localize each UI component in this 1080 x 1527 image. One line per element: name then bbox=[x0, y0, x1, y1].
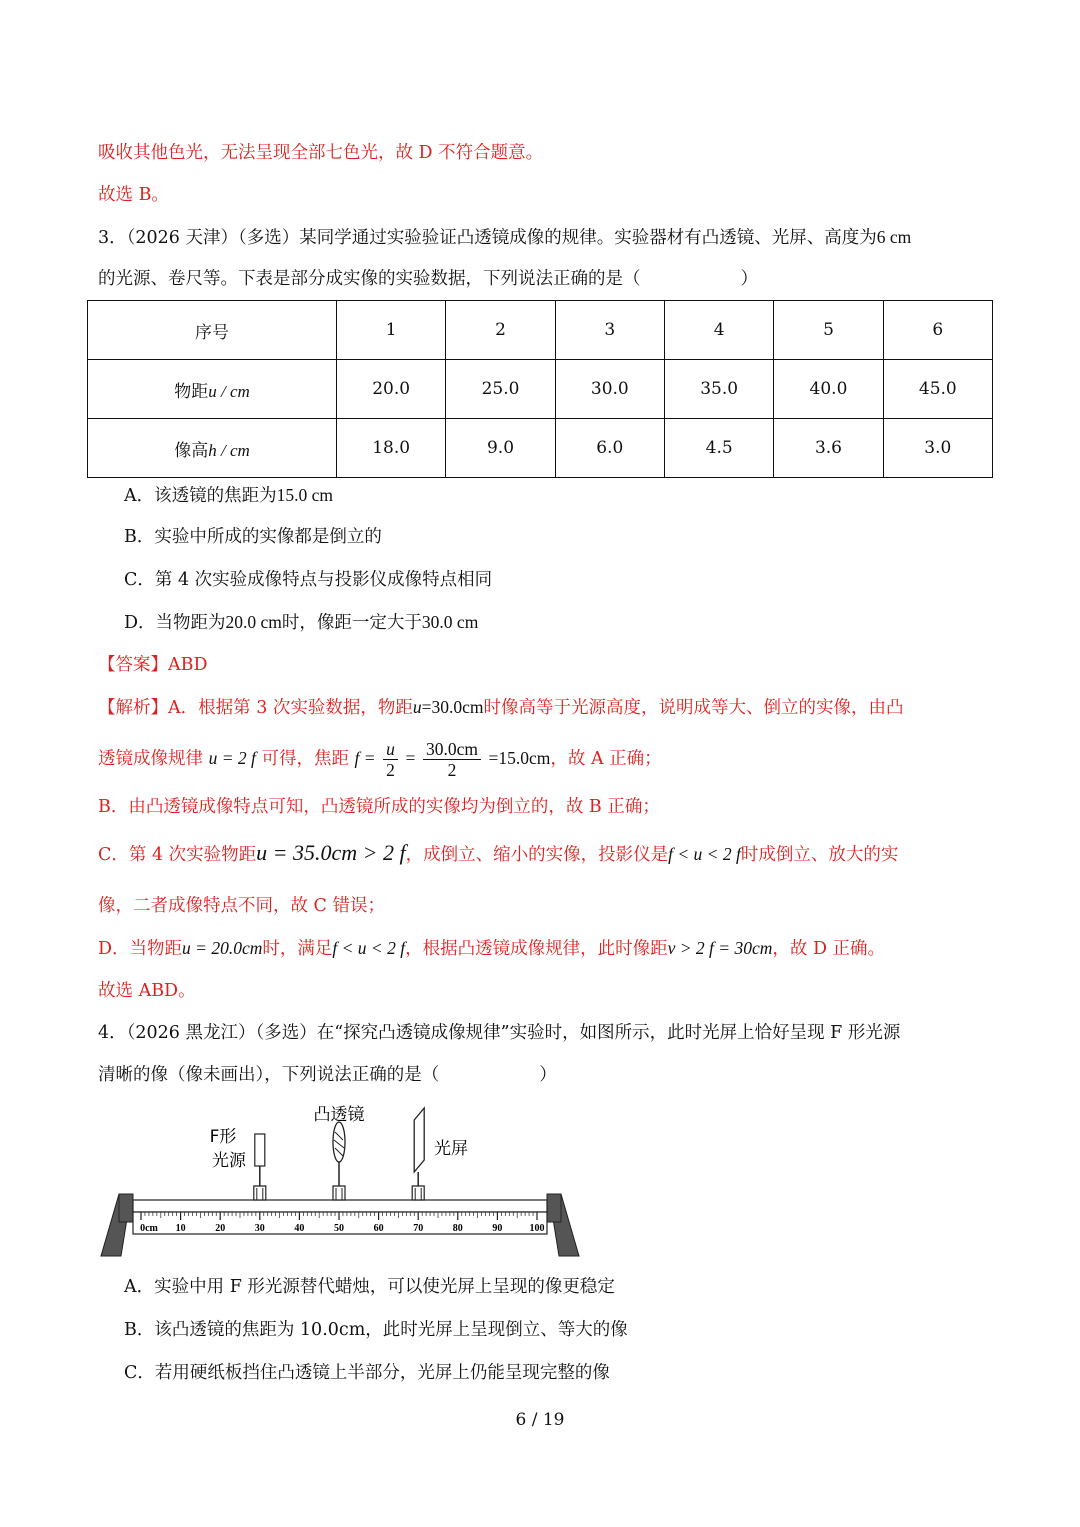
light-screen bbox=[412, 1108, 424, 1200]
q3-explanation-a-line2: 透镜成像规律 u = 2 f 可得，焦距 f = $\frac{u}{2}$ = $\frac{30.0cm}{2}$ =15.0cm，故 A 正确； bbox=[98, 739, 662, 780]
q3-option-c: C．第 4 次实验成像特点与投影仪成像特点相同 bbox=[124, 570, 493, 590]
q4-option-b: B．该凸透镜的焦距为 10.0cm，此时光屏上呈现倒立、等大的像 bbox=[124, 1320, 628, 1340]
optical-bench-figure bbox=[95, 1100, 585, 1265]
q3-explanation-c-line1: C．第 4 次实验物距u = 35.0cm > 2 f，成倒立、缩小的实像，投影仪是f < u < 2 f时成倒立、放大的实 bbox=[98, 840, 899, 865]
table-cell: 4.5 bbox=[664, 419, 773, 478]
fraction-u-over-2: $\frac{u}{2}$ bbox=[383, 739, 398, 780]
table-cell: 3.6 bbox=[774, 419, 883, 478]
table-cell: 25.0 bbox=[446, 360, 555, 419]
table-cell: 40.0 bbox=[774, 360, 883, 419]
q3-explanation-b: B．由凸透镜成像特点可知，凸透镜所成的实像均为倒立的，故 B 正确； bbox=[98, 797, 660, 817]
prev-explanation-line: 吸收其他色光，无法呈现全部七色光，故 D 不符合题意。 bbox=[98, 143, 544, 163]
q4-stem-line2: 清晰的像（像未画出），下列说法正确的是（ ） bbox=[98, 1065, 557, 1085]
table-cell: 3.0 bbox=[883, 419, 992, 478]
scale-tick-label: 20 bbox=[215, 1223, 226, 1234]
q3-data-table bbox=[87, 300, 993, 478]
scale-tick-label: 90 bbox=[492, 1223, 503, 1234]
label-f-source-line1: F形 bbox=[209, 1127, 237, 1147]
fraction-30cm-over-2: $\frac{30.0cm}{2}$ bbox=[423, 739, 481, 780]
table-row bbox=[88, 419, 993, 478]
table-row bbox=[88, 301, 993, 360]
table-cell: 1 bbox=[337, 301, 446, 360]
label-f-source-line2: 光源 bbox=[212, 1151, 246, 1171]
table-cell: 45.0 bbox=[883, 360, 992, 419]
table-cell: 9.0 bbox=[446, 419, 555, 478]
table-cell: 物距u / cm bbox=[88, 360, 337, 419]
f-shaped-light-source bbox=[254, 1134, 266, 1200]
page-number: 6 / 19 bbox=[515, 1410, 565, 1430]
table-cell: 18.0 bbox=[337, 419, 446, 478]
table-cell: 30.0 bbox=[555, 360, 664, 419]
q3-explanation-a-line1: 【解析】A．根据第 3 次实验数据，物距u=30.0cm时像高等于光源高度，说明成等大、倒立的实像，由凸 bbox=[98, 697, 904, 718]
scale-tick-label: 30 bbox=[254, 1223, 265, 1234]
bench-rail bbox=[133, 1200, 547, 1212]
q3-stem-line1: 3．（2026 天津）（多选）某同学通过实验验证凸透镜成像的规律。实验器材有凸透镜、光屏、高度为6 cm bbox=[98, 227, 912, 248]
scale-tick-label: 50 bbox=[334, 1223, 344, 1234]
table-cell: 序号 bbox=[88, 301, 337, 360]
q3-explanation-d: D．当物距u = 20.0cm时，满足f < u < 2 f，根据凸透镜成像规律，此时像距v > 2 f = 30cm，故 D 正确。 bbox=[98, 938, 886, 959]
table-cell: 6.0 bbox=[555, 419, 664, 478]
scale-tick-label: 80 bbox=[452, 1223, 463, 1234]
scale-tick-label: 10 bbox=[175, 1223, 186, 1234]
left-end-block bbox=[119, 1194, 133, 1222]
q4-option-a: A．实验中用 F 形光源替代蜡烛，可以使光屏上呈现的像更稳定 bbox=[124, 1277, 615, 1297]
q4-stem-line1: 4．（2026 黑龙江）（多选）在“探究凸透镜成像规律”实验时，如图所示，此时光屏上恰好呈现 F 形光源 bbox=[98, 1023, 901, 1043]
label-light-screen: 光屏 bbox=[434, 1139, 468, 1159]
table-cell: 6 bbox=[883, 301, 992, 360]
table-cell: 4 bbox=[664, 301, 773, 360]
table-cell: 5 bbox=[774, 301, 883, 360]
scale-tick-label: 0cm bbox=[140, 1223, 158, 1234]
q3-final-answer: 故选 ABD。 bbox=[98, 981, 196, 1001]
q3-option-b: B．实验中所成的实像都是倒立的 bbox=[124, 527, 382, 547]
scale-tick-label: 100 bbox=[529, 1223, 545, 1234]
prev-final-answer: 故选 B。 bbox=[98, 185, 169, 205]
scale-tick-label: 60 bbox=[373, 1223, 384, 1234]
table-cell: 35.0 bbox=[664, 360, 773, 419]
q3-answer: 【答案】ABD bbox=[98, 655, 208, 675]
q4-option-c: C．若用硬纸板挡住凸透镜上半部分，光屏上仍能呈现完整的像 bbox=[124, 1363, 610, 1383]
q3-option-a: A．该透镜的焦距为15.0 cm bbox=[124, 485, 334, 506]
scale-tick-label: 70 bbox=[413, 1223, 424, 1234]
q3-option-d: D．当物距为20.0 cm时，像距一定大于30.0 cm bbox=[124, 612, 479, 633]
table-cell: 3 bbox=[555, 301, 664, 360]
q3-explanation-c-line2: 像，二者成像特点不同，故 C 错误； bbox=[98, 896, 386, 916]
table-cell: 2 bbox=[446, 301, 555, 360]
right-end-block bbox=[547, 1194, 561, 1222]
convex-lens bbox=[333, 1122, 345, 1200]
table-cell: 像高h / cm bbox=[88, 419, 337, 478]
table-cell: 20.0 bbox=[337, 360, 446, 419]
q3-stem-line2: 的光源、卷尺等。下表是部分成实像的实验数据，下列说法正确的是（ ） bbox=[98, 269, 758, 289]
table-row bbox=[88, 360, 993, 419]
label-convex-lens: 凸透镜 bbox=[313, 1105, 365, 1125]
scale-tick-label: 40 bbox=[294, 1223, 305, 1234]
